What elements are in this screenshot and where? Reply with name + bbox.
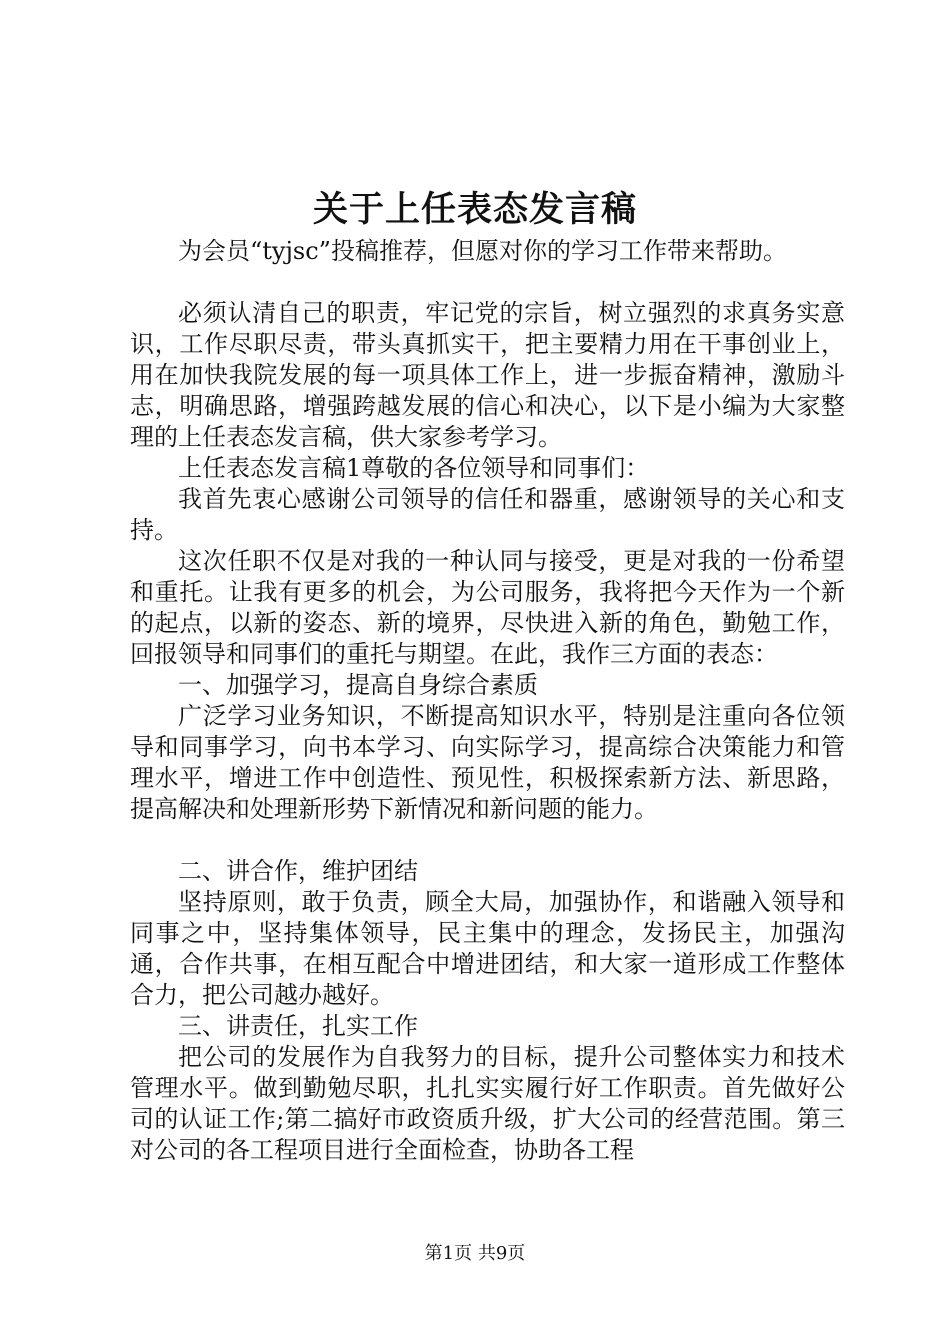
section-heading: 三、讲责任，扎实工作 xyxy=(178,1012,418,1040)
body-paragraph: 坚持原则，敢于负责，顾全大局，加强协作，和谐融入领导和同事之中，坚持集体领导，民主集中的理念，发扬民主，加强沟通，合作共事，在相互配合中增进团结，和大家一道形成工作整体合力，把公司越办越好。 xyxy=(130,888,845,1009)
greeting-paragraph: 上任表态发言稿1尊敬的各位领导和同事们： xyxy=(178,454,650,482)
document-body xyxy=(130,236,845,1166)
body-paragraph: 这次任职不仅是对我的一种认同与接受，更是对我的一份希望和重托。让我有更多的机会，为公司服务，我将把今天作为一个新的起点，以新的姿态、新的境界，尽快进入新的角色，勤勉工作，回报领导和同事们的重托与期望。在此，我作三方面的表态： xyxy=(130,547,845,668)
section-heading: 一、加强学习，提高自身综合素质 xyxy=(178,671,538,699)
intro-paragraph: 为会员“tyjsc”投稿推荐，但愿对你的学习工作带来帮助。 xyxy=(178,237,787,265)
page-footer: 第1页 共9页 xyxy=(424,1243,526,1264)
body-paragraph: 必须认清自己的职责，牢记党的宗旨，树立强烈的求真务实意识，工作尽职尽责，带头真抓实干，把主要精力用在干事创业上，用在加快我院发展的每一项具体工作上，进一步振奋精神，激励斗志，明确思路，增强跨越发展的信心和决心，以下是小编为大家整理的上任表态发言稿，供大家参考学习。 xyxy=(130,299,845,451)
body-paragraph: 我首先衷心感谢公司领导的信任和器重，感谢领导的关心和支持。 xyxy=(130,485,845,544)
body-paragraph: 把公司的发展作为自我努力的目标，提升公司整体实力和技术管理水平。做到勤勉尽职，扎扎实实履行好工作职责。首先做好公司的认证工作;第二搞好市政资质升级，扩大公司的经营范围。第三对公司的各工程项目进行全面检查，协助各工程 xyxy=(130,1043,845,1164)
body-paragraph: 广泛学习业务知识，不断提高知识水平，特别是注重向各位领导和同事学习，向书本学习、向实际学习，提高综合决策能力和管理水平，增进工作中创造性、预见性，积极探索新方法、新思路，提高解决和处理新形势下新情况和新问题的能力。 xyxy=(130,702,845,823)
document-title: 关于上任表态发言稿 xyxy=(312,189,637,230)
section-heading: 二、讲合作，维护团结 xyxy=(178,857,418,885)
